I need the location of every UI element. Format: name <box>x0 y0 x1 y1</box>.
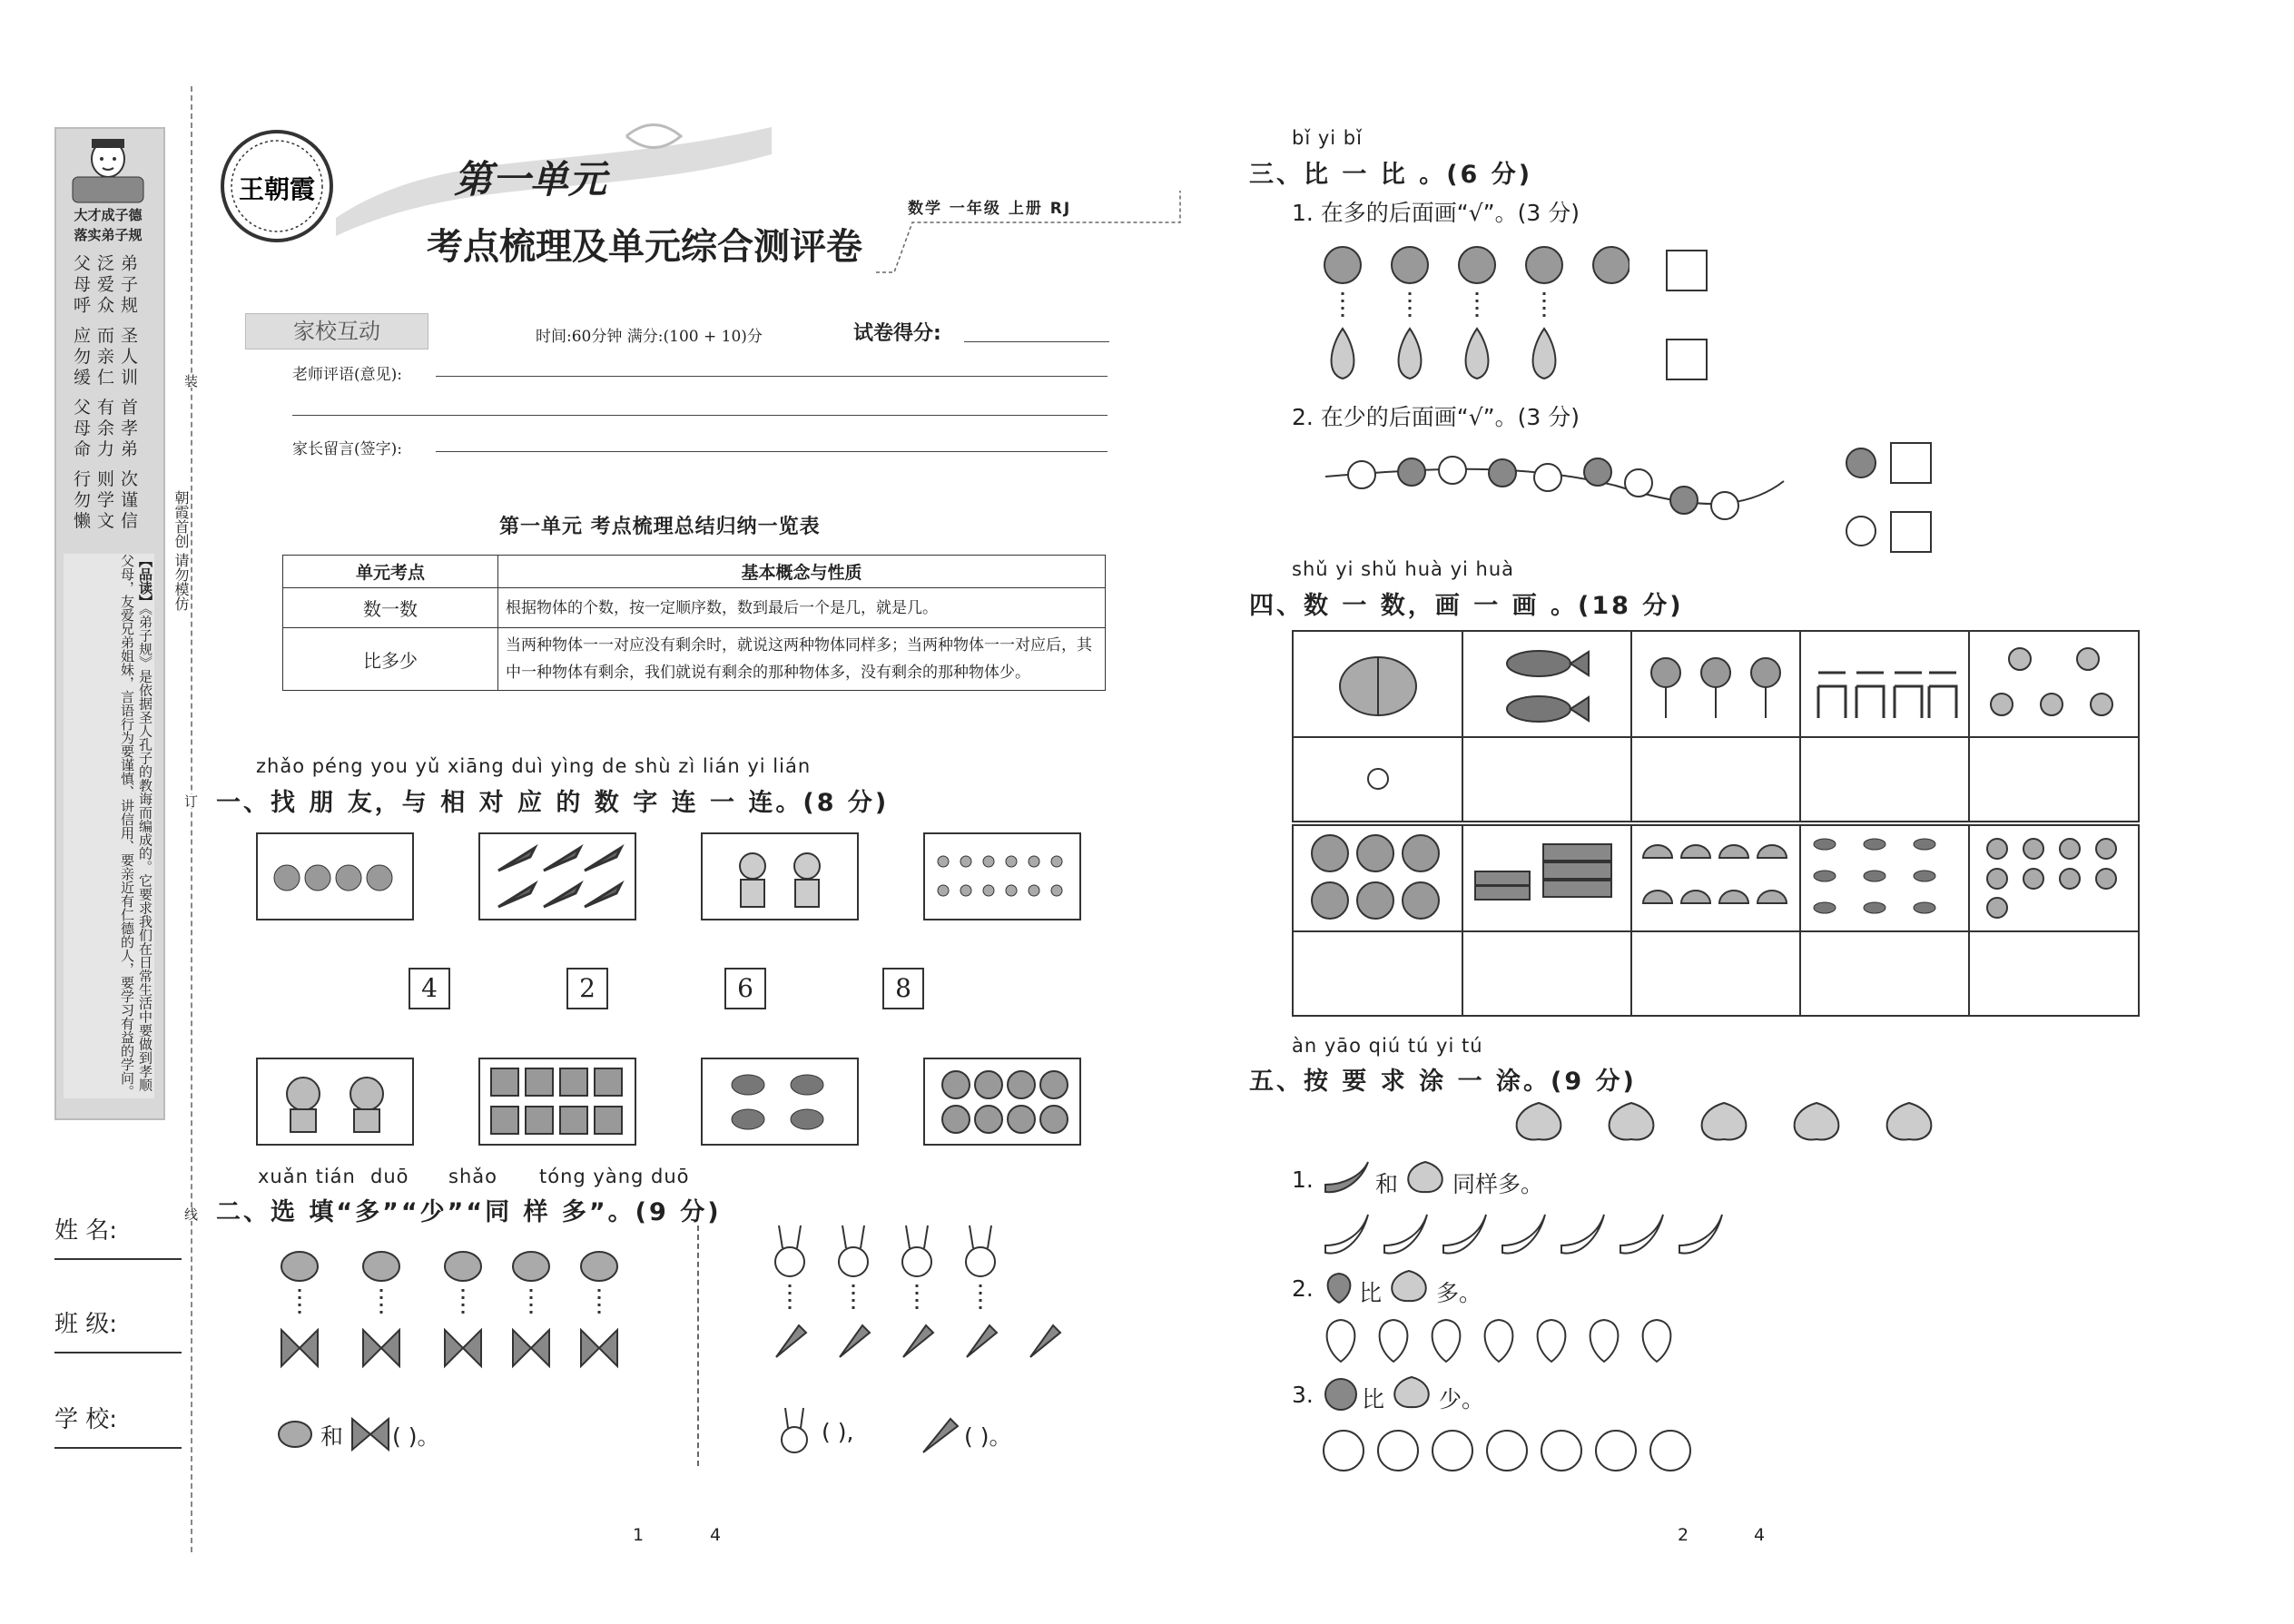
score-label: 试卷得分: <box>853 322 941 345</box>
bee-icon <box>272 1412 318 1457</box>
picture-box[interactable] <box>256 1058 414 1146</box>
bee-icon <box>281 1252 617 1281</box>
dizigui-verses: 弟子规 圣人训 首孝弟 次谨信 泛爱众 而亲仁 有余力 则学文 父母呼 应勿缓 父母命 行勿懒 <box>71 254 138 533</box>
peach-row <box>1502 1094 1938 1148</box>
pumpkin-icon <box>1340 657 1416 715</box>
score-input-line[interactable] <box>964 341 1109 342</box>
binding-dashed-line <box>191 86 192 1552</box>
q3-sub2: 2. 在少的后面画“√”。(3 分) <box>1292 404 1580 430</box>
teacher-comment-line[interactable] <box>436 376 1108 377</box>
q2-title: 二、选 填“多”“少”“同 样 多”。(9 分) <box>216 1198 722 1226</box>
q4-title: 四、数 一 数，画 一 画 。(18 分) <box>1249 592 1684 620</box>
time-score-info: 时间:60分钟 满分:(100 + 10)分 <box>536 328 763 346</box>
school-label: 学 校: <box>54 1406 118 1433</box>
q4-pinyin: shǔ yi shǔ huà yi huà <box>1292 558 1514 580</box>
brand-logo-text: 王朝霞 <box>238 174 316 204</box>
name-field[interactable] <box>54 1212 182 1260</box>
q5-line3-num: 3. <box>1292 1382 1314 1408</box>
tiger-icon <box>703 834 857 919</box>
peach-icon <box>1517 1103 1932 1139</box>
white-bead-icon <box>1843 513 1879 549</box>
parent-comment-label: 家长留言(签字): <box>292 440 402 458</box>
count-draw-grid-top <box>1292 630 2140 822</box>
q2-pinyin: shǎo <box>448 1166 497 1187</box>
q5-line1-and: 和 <box>1375 1171 1399 1197</box>
apple-icon <box>925 1059 1079 1144</box>
peach-icon <box>1401 1157 1451 1198</box>
apple-row <box>1321 1421 1729 1475</box>
banana-icon <box>1321 1157 1375 1198</box>
q5-pinyin: àn yāo qiú tú yi tú <box>1292 1035 1483 1057</box>
check-box[interactable] <box>1666 250 1708 291</box>
bird-icon <box>703 1059 857 1144</box>
caterpillar-icon <box>925 834 1079 919</box>
flower-icon <box>1651 658 1780 718</box>
name-label: 姓 名: <box>54 1217 118 1245</box>
slogan-line-1: 大才成子德 <box>74 207 143 223</box>
butterfly-icon <box>281 1330 617 1366</box>
dog-icon <box>1991 648 2112 715</box>
fish-icon <box>1507 651 1589 722</box>
fold-mark: 订 <box>182 794 199 808</box>
q5-line1-tail: 同样多。 <box>1452 1171 1544 1197</box>
q2-pinyin: tóng yàng duō <box>539 1166 690 1187</box>
q5-line2-tail: 多。 <box>1436 1280 1482 1306</box>
picture-box[interactable] <box>478 1058 636 1146</box>
table-cell-point: 数一数 <box>283 588 498 628</box>
picture-box[interactable] <box>256 832 414 920</box>
cup-icon <box>480 1059 635 1144</box>
rabbit-icon <box>775 1225 995 1276</box>
sidebar-reading <box>64 554 154 1098</box>
number-box[interactable]: 4 <box>409 968 450 1009</box>
q2-pinyin: xuǎn tián <box>258 1166 356 1187</box>
picture-box[interactable] <box>478 832 636 920</box>
page-number: 1 <box>633 1525 645 1545</box>
page-total: 4 <box>1754 1525 1766 1545</box>
rabbit-icon <box>772 1405 817 1462</box>
mushroom-icon <box>1643 845 1787 903</box>
count-grid-lines <box>1294 826 2138 1015</box>
book-icon <box>1475 844 1611 900</box>
copyright-note: 朝霞首创 请勿模仿 <box>172 490 190 612</box>
umbrella-icon <box>480 834 635 919</box>
ant-icon <box>1814 839 1935 913</box>
q2-divider <box>697 1225 699 1466</box>
drawn-circle-example <box>1368 769 1388 789</box>
ball-icon <box>1312 835 1439 919</box>
picture-box[interactable] <box>923 832 1081 920</box>
number-box[interactable]: 6 <box>724 968 766 1009</box>
q5-line3-tail: 少。 <box>1439 1386 1485 1412</box>
scholar-avatar-icon <box>60 132 156 204</box>
class-label: 班 级: <box>54 1311 118 1338</box>
reading-heading: 【品读】 <box>137 554 153 608</box>
pear-icon <box>1332 329 1556 379</box>
q5-title: 五、按 要 求 涂 一 涂。(9 分) <box>1249 1068 1637 1096</box>
apple-icon <box>1324 247 1629 283</box>
q3-sub1: 1. 在多的后面画“√”。(3 分) <box>1292 200 1580 226</box>
carrot-icon <box>919 1412 962 1457</box>
count-draw-grid-bottom <box>1292 824 2140 1017</box>
strawberry-icon <box>1321 1266 1357 1307</box>
peach-icon <box>1987 839 2116 918</box>
banana-icon <box>1325 1215 1722 1254</box>
rabbit-carrot-group <box>753 1221 1080 1375</box>
table-row <box>283 628 1106 691</box>
slogan-line-2: 落实弟子规 <box>74 227 143 243</box>
picture-box[interactable] <box>701 1058 859 1146</box>
q2-right-blank-1[interactable]: ( ), <box>822 1419 854 1445</box>
peach-icon <box>1387 1373 1437 1413</box>
banana-row <box>1321 1207 1738 1262</box>
q1-title: 一、找 朋 友，与 相 对 应 的 数 字 连 一 连。(8 分) <box>216 789 890 817</box>
gray-bead-icon <box>1843 445 1879 481</box>
q2-right-blank-2[interactable]: ( )。 <box>964 1423 1012 1450</box>
q5-line1-num: 1. <box>1292 1166 1314 1193</box>
bee-butterfly-group <box>263 1230 645 1384</box>
q5-line2-num: 2. <box>1292 1275 1314 1302</box>
table-cell-desc: 当两种物体一一对应没有剩余时，就说这两种物体同样多；当两种物体一一对应后，其中一种物体有剩余，我们就说有剩余的那种物体多，没有剩余的那种物体少。 <box>498 628 1106 691</box>
picture-box[interactable] <box>923 1058 1081 1146</box>
unit-title: 第一单元 <box>454 157 607 202</box>
q3-title: 三、比 一 比 。(6 分) <box>1249 161 1533 189</box>
child-icon <box>258 1059 412 1144</box>
carrot-icon <box>776 1325 1060 1357</box>
q2-left-and: 和 <box>320 1423 344 1450</box>
table-header-cell: 单元考点 <box>283 556 498 588</box>
check-box[interactable] <box>1666 339 1708 380</box>
paper-subtitle: 考点梳理及单元综合测评卷 <box>427 226 862 268</box>
table-row <box>283 588 1106 628</box>
apple-icon <box>1324 1431 1690 1471</box>
count-grid-lines <box>1294 632 2138 821</box>
subject-tag: 数学 一年级 上册 RJ <box>908 200 1072 218</box>
fold-mark: 线 <box>182 1207 199 1221</box>
q3-pinyin: bǐ yi bǐ <box>1292 127 1363 149</box>
table-header-row <box>283 556 1106 588</box>
parent-comment-line[interactable] <box>436 451 1108 452</box>
q2-left-blank[interactable]: ( )。 <box>392 1423 440 1450</box>
table-cell-point: 比多少 <box>283 628 498 691</box>
brand-logo-icon <box>218 127 336 245</box>
apple-pear-compare <box>1321 238 1629 383</box>
fold-mark: 装 <box>182 374 199 388</box>
strawberry-icon <box>1327 1320 1671 1362</box>
number-box[interactable]: 2 <box>566 968 608 1009</box>
summary-table <box>282 555 1106 691</box>
page-number: 2 <box>1678 1525 1689 1545</box>
frog-icon <box>258 834 412 919</box>
page-total: 4 <box>710 1525 722 1545</box>
number-box[interactable]: 8 <box>882 968 924 1009</box>
summary-table-title: 第一单元 考点梳理总结归纳一览表 <box>499 516 821 538</box>
chair-icon <box>1818 673 1956 718</box>
sidebar-slogan <box>56 205 160 245</box>
teacher-comment-line-2[interactable] <box>292 415 1108 416</box>
check-box[interactable] <box>1890 442 1932 484</box>
table-cell-desc: 根据物体的个数，按一定顺序数，数到最后一个是几，就是几。 <box>498 588 1106 628</box>
q1-pinyin: zhǎo péng you yǔ xiāng duì yìng de shù zì lián yi lián <box>256 755 812 777</box>
home-school-badge: 家校互动 <box>245 313 428 349</box>
strawberry-row <box>1321 1314 1702 1367</box>
butterfly-icon <box>348 1412 393 1457</box>
q5-line3-mid: 比 <box>1362 1386 1385 1412</box>
class-field[interactable] <box>54 1305 182 1353</box>
q2-pinyin: duō <box>370 1166 409 1187</box>
q5-line2-mid: 比 <box>1359 1280 1383 1306</box>
reading-text: 《弟子规》是依据圣人孔子的教诲而编成的。它要求我们在日常生活中要做到孝顺父母，友爱兄弟姐妹，言语行为要谨慎、讲信用、要亲近有仁德的人，要学习有益的学问。 <box>119 554 153 1098</box>
teacher-comment-label: 老师评语(意见): <box>292 366 402 384</box>
apple-icon <box>1321 1373 1362 1413</box>
table-header-cell: 基本概念与性质 <box>498 556 1106 588</box>
school-field[interactable] <box>54 1401 182 1449</box>
bead-string <box>1325 445 1788 536</box>
check-box[interactable] <box>1890 511 1932 553</box>
peach-icon <box>1384 1266 1434 1307</box>
picture-box[interactable] <box>701 832 859 920</box>
